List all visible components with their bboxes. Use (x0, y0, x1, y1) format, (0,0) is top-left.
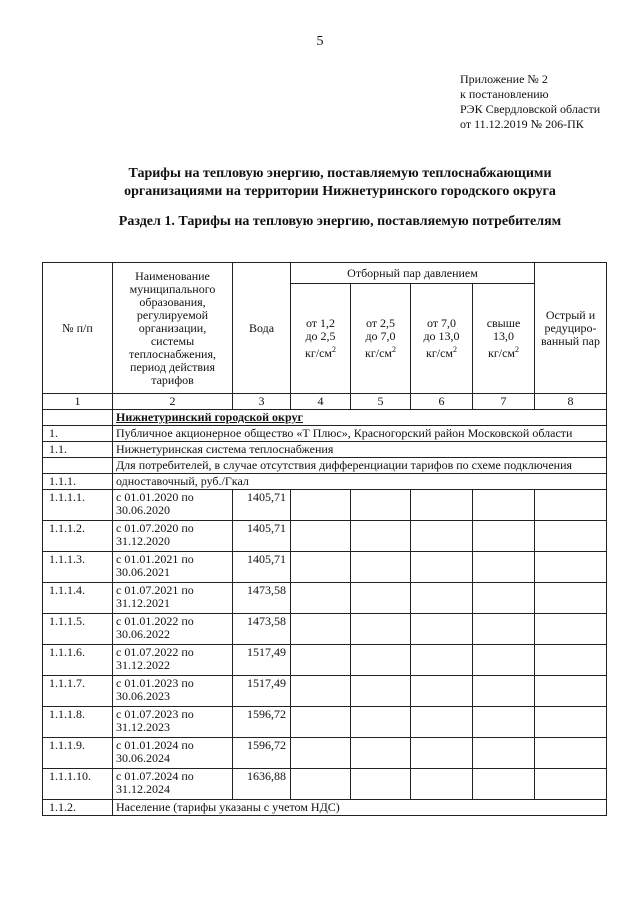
population-name: Население (тарифы указаны с учетом НДС) (113, 800, 607, 816)
document-title (60, 165, 620, 201)
header-text: кг/см (304, 346, 332, 360)
col-number: 8 (535, 394, 607, 410)
title-line: организациями на территории Нижнетуринского городского округа (124, 184, 556, 199)
table-row (43, 738, 607, 769)
table-row (43, 521, 607, 552)
empty-cell (411, 645, 473, 676)
section-title: Раздел 1. Тарифы на тепловую энергию, поставляемую потребителям (118, 214, 562, 229)
empty-cell (291, 583, 351, 614)
empty-cell (535, 552, 607, 583)
water-tariff: 1636,88 (233, 769, 291, 800)
empty-cell (291, 738, 351, 769)
col-number: 6 (411, 394, 473, 410)
empty-cell (473, 521, 535, 552)
row-number: 1.1.2. (43, 800, 113, 816)
empty-cell (351, 583, 411, 614)
tariff-table (42, 262, 607, 816)
rate-row (43, 474, 607, 490)
row-number: 1.1.1.10. (43, 769, 113, 800)
header-text: кг/см (425, 346, 453, 360)
header-row (43, 263, 607, 284)
org-name: Публичное акционерное общество «Т Плюс», Красногорский район Московской области (113, 426, 607, 442)
header-text: до 7,0 (365, 329, 396, 343)
water-tariff: 1473,58 (233, 614, 291, 645)
empty-cell (473, 769, 535, 800)
empty-cell (535, 521, 607, 552)
row-number: 1. (43, 426, 113, 442)
header-text: от 2,5 (365, 316, 396, 330)
col-number: 2 (113, 394, 233, 410)
header-sup: 2 (453, 345, 457, 354)
population-row (43, 800, 607, 816)
rate-name: одноставочный, руб./Гкал (113, 474, 607, 490)
empty-cell (473, 676, 535, 707)
empty-cell (411, 676, 473, 707)
water-tariff: 1517,49 (233, 676, 291, 707)
table-row (43, 645, 607, 676)
tariff-period: с 01.01.2023 по 30.06.2023 (113, 676, 233, 707)
org-row (43, 426, 607, 442)
empty-cell (351, 645, 411, 676)
water-tariff: 1596,72 (233, 738, 291, 769)
table-row (43, 552, 607, 583)
empty-cell (535, 676, 607, 707)
water-tariff: 1473,58 (233, 583, 291, 614)
table-cell (43, 410, 113, 426)
empty-cell (473, 583, 535, 614)
empty-cell (291, 676, 351, 707)
tariff-period: с 01.07.2021 по 31.12.2021 (113, 583, 233, 614)
empty-cell (473, 490, 535, 521)
header-num: № п/п (43, 263, 113, 394)
empty-cell (291, 707, 351, 738)
header-pressure (473, 284, 535, 394)
empty-cell (473, 552, 535, 583)
tariff-period: с 01.07.2022 по 31.12.2022 (113, 645, 233, 676)
table-row (43, 614, 607, 645)
water-tariff: 1405,71 (233, 552, 291, 583)
row-number: 1.1.1.3. (43, 552, 113, 583)
header-sharp-steam: Острый и редуциро-ванный пар (535, 263, 607, 394)
row-number: 1.1.1.9. (43, 738, 113, 769)
empty-cell (351, 521, 411, 552)
table-cell (43, 458, 113, 474)
empty-cell (351, 552, 411, 583)
row-number: 1.1.1. (43, 474, 113, 490)
row-number: 1.1. (43, 442, 113, 458)
empty-cell (411, 769, 473, 800)
empty-cell (535, 738, 607, 769)
row-number: 1.1.1.5. (43, 614, 113, 645)
row-number: 1.1.1.8. (43, 707, 113, 738)
col-number: 1 (43, 394, 113, 410)
empty-cell (351, 707, 411, 738)
col-number: 4 (291, 394, 351, 410)
empty-cell (351, 676, 411, 707)
col-number: 7 (473, 394, 535, 410)
consumers-note: Для потребителей, в случае отсутствия дифференциации тарифов по схеме подключения (113, 458, 607, 474)
header-sup: 2 (392, 345, 396, 354)
header-sup: 2 (515, 345, 519, 354)
header-pressure (291, 284, 351, 394)
empty-cell (411, 583, 473, 614)
water-tariff: 1405,71 (233, 490, 291, 521)
table-row (43, 583, 607, 614)
empty-cell (473, 707, 535, 738)
empty-cell (535, 583, 607, 614)
appendix-line: РЭК Свердловской области (460, 102, 601, 116)
table-row (43, 707, 607, 738)
district-row (43, 410, 607, 426)
column-numbers-row (43, 394, 607, 410)
system-row (43, 442, 607, 458)
empty-cell (291, 521, 351, 552)
empty-cell (535, 769, 607, 800)
header-water: Вода (233, 263, 291, 394)
header-text: кг/см (487, 346, 515, 360)
district-name: Нижнетуринский городской округ (113, 410, 607, 426)
empty-cell (535, 490, 607, 521)
header-text: от 7,0 (426, 316, 457, 330)
header-pressure (351, 284, 411, 394)
tariff-period: с 01.07.2023 по 31.12.2023 (113, 707, 233, 738)
empty-cell (351, 738, 411, 769)
tariff-period: с 01.01.2024 по 30.06.2024 (113, 738, 233, 769)
header-pressure (411, 284, 473, 394)
page-number: 5 (316, 34, 324, 49)
row-number: 1.1.1.7. (43, 676, 113, 707)
appendix-block (460, 72, 600, 132)
title-line: Тарифы на тепловую энергию, поставляемую теплоснабжающими (128, 166, 552, 181)
empty-cell (291, 552, 351, 583)
empty-cell (411, 490, 473, 521)
empty-cell (291, 490, 351, 521)
header-text: до 13,0 (423, 329, 460, 343)
water-tariff: 1517,49 (233, 645, 291, 676)
row-number: 1.1.1.2. (43, 521, 113, 552)
empty-cell (535, 614, 607, 645)
appendix-line: от 11.12.2019 № 206-ПК (460, 117, 584, 131)
empty-cell (473, 614, 535, 645)
empty-cell (291, 645, 351, 676)
empty-cell (411, 738, 473, 769)
empty-cell (411, 707, 473, 738)
empty-cell (351, 614, 411, 645)
header-name: Наименование муниципального образования, регулируемой организации, системы теплоснабжения, период действия тарифов (113, 263, 233, 394)
appendix-line: к постановлению (460, 87, 549, 101)
empty-cell (291, 769, 351, 800)
table-row (43, 676, 607, 707)
appendix-line: Приложение № 2 (460, 72, 548, 86)
tariff-period: с 01.07.2020 по 31.12.2020 (113, 521, 233, 552)
header-text: 13,0 (493, 329, 514, 343)
header-steam-group: Отборный пар давлением (291, 263, 535, 284)
header-sup: 2 (332, 345, 336, 354)
water-tariff: 1596,72 (233, 707, 291, 738)
empty-cell (411, 521, 473, 552)
header-text: свыше (486, 316, 521, 330)
tariff-period: с 01.01.2021 по 30.06.2021 (113, 552, 233, 583)
empty-cell (473, 738, 535, 769)
header-text: от 1,2 (305, 316, 336, 330)
tariff-period: с 01.01.2022 по 30.06.2022 (113, 614, 233, 645)
row-number: 1.1.1.1. (43, 490, 113, 521)
col-number: 5 (351, 394, 411, 410)
empty-cell (473, 645, 535, 676)
table-row (43, 490, 607, 521)
system-name: Нижнетуринская система теплоснабжения (113, 442, 607, 458)
empty-cell (351, 490, 411, 521)
header-text: кг/см (364, 346, 392, 360)
empty-cell (535, 645, 607, 676)
empty-cell (291, 614, 351, 645)
tariff-period: с 01.01.2020 по 30.06.2020 (113, 490, 233, 521)
row-number: 1.1.1.4. (43, 583, 113, 614)
water-tariff: 1405,71 (233, 521, 291, 552)
empty-cell (535, 707, 607, 738)
empty-cell (411, 614, 473, 645)
empty-cell (351, 769, 411, 800)
consumers-row (43, 458, 607, 474)
table-row (43, 769, 607, 800)
header-text: до 2,5 (305, 329, 336, 343)
empty-cell (411, 552, 473, 583)
col-number: 3 (233, 394, 291, 410)
row-number: 1.1.1.6. (43, 645, 113, 676)
tariff-period: с 01.07.2024 по 31.12.2024 (113, 769, 233, 800)
